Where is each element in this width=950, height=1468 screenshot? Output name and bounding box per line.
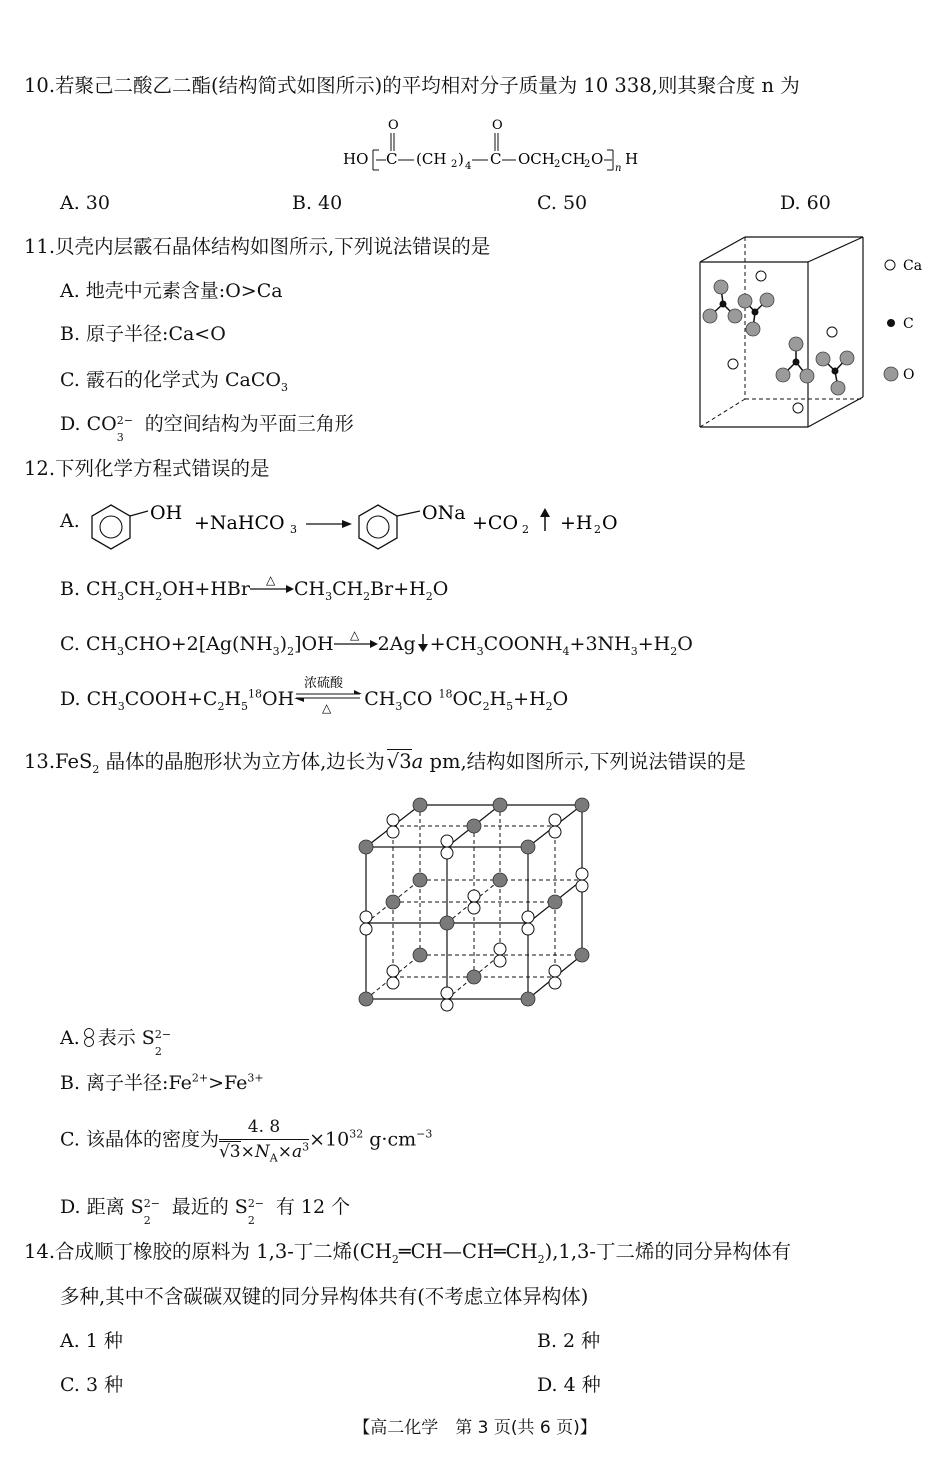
legend-c: C [903,316,914,332]
q13-b-text: B. 离子半径:Fe [60,1072,192,1094]
q14-l1-sub2: 2 [537,1252,545,1266]
q12-option-a-equation [86,493,646,551]
q12-d-h2o: +H [513,688,546,710]
q12-d-cooh: COOH+C [124,688,218,710]
q12-a-co2: +CO [472,512,519,534]
q12-c-s3: 2 [287,644,295,658]
q13-d-tail: 有 12 个 [269,1196,351,1218]
q12-d-heat: △ [322,701,332,715]
q12-d-reversible-arrow [294,676,364,716]
q12-d-s5: 2 [545,699,553,713]
q13-c-unit: g·cm [363,1128,417,1151]
q12-c-coonh: COONH [483,633,563,655]
q12-b-o: O [432,578,449,600]
q12-d-iso2: 18 [438,687,453,701]
q12-stem: 12.下列化学方程式错误的是 [24,457,270,480]
q12-c-s4: 3 [476,644,484,658]
q12-b-arrow [250,574,294,600]
q11-option-c[interactable] [60,369,288,392]
q12-d-h5b: H [489,688,507,710]
q14-stem-line1 [24,1240,792,1266]
q12-option-b[interactable] [60,574,449,603]
q10-option-c[interactable]: C. 50 [537,192,588,214]
fes2-unit-cell-diagram [350,790,600,1015]
q10-stem: 10.若聚己二酸乙二酯(结构简式如图所示)的平均相对分子质量为 10 338,则其聚合度 n 为 [24,74,800,97]
q12-c-h2o: +H [637,633,671,655]
q11-option-b[interactable]: B. 原子半径:Ca<O [60,323,226,345]
q12-c-heat: △ [349,629,359,642]
q13-d-text: D. 距离 S [60,1196,144,1218]
q12-c-oh: ]OH [294,633,334,655]
q12-d-co: CO [402,688,439,710]
q13-c-den-e: 3 [302,1140,310,1154]
formula-carbon-a: C [386,150,398,168]
q12-d-s4: 2 [482,699,490,713]
q12-a-oh: OH [150,502,183,524]
q11-option-c-sub: 3 [280,380,288,394]
formula-sub4: 4 [465,161,472,172]
q12-d-p1: CH [364,688,396,710]
q12-c-ag: 2Ag [377,633,416,655]
q12-c-cho: CHO+2[Ag(NH [124,633,273,655]
formula-sub2b: 2 [554,159,561,170]
q12-d-h5: H [224,688,242,710]
q14-stem-line2: 多种,其中不含碳碳双键的同分异构体共有(不考虑立体异构体) [60,1285,589,1308]
q12-c-o: O [677,633,693,655]
q14-l1-c: ),1,3-丁二烯的同分异构体有 [544,1240,792,1263]
q11-option-d-text: D. CO [60,413,117,435]
formula-carbon-b: C [490,150,502,168]
q14-l1-sub1: 2 [391,1252,399,1266]
q12-d-cond: 浓硫酸 [304,676,344,691]
q12-b-brh2o: Br+H [370,578,426,600]
q13-stem-b: 晶体的晶胞形状为立方体,边长为 [99,750,385,773]
page-footer: 【高二化学 第 3 页(共 6 页)】 [353,1418,597,1438]
q13-b-mid: >Fe [208,1072,248,1094]
q12-d-label: D. CH [60,688,118,710]
q12-d-oc: OC [452,688,483,710]
q12-d-oh: OH [262,688,295,710]
formula-o-b: O [492,118,503,133]
q12-d-s3: 3 [395,699,403,713]
q13-c-num: 4. 8 [219,1117,309,1140]
q13-c-exp: 32 [349,1127,364,1141]
q13-stem-sub: 2 [92,762,100,776]
q12-b-s1: 3 [117,589,125,603]
q10-structural-formula [340,114,670,176]
q13-stem-c: a [411,750,424,773]
formula-sub2: 2 [451,159,458,170]
q12-c-nh3: +3NH [569,633,631,655]
q12-a-h2sub: 2 [594,523,601,536]
q13-c-label: C. 该晶体的密度为 [60,1128,219,1151]
formula-ch2: (CH [416,150,447,168]
q13-d-mid: 最近的 S [165,1196,248,1218]
q12-a-sub3: 3 [290,523,297,536]
q12-option-d[interactable]: D. $CH_3COOH+C_2H_5^{18}OH$ 浓硫酸 △ $CH_3CO$ $^{18}OC_2H_5+H_2O$ [60,676,569,715]
q12-b-label: B. CH [60,578,118,600]
q12-c-s2: 3 [272,644,280,658]
q10-option-b[interactable]: B. 40 [292,192,343,214]
q12-c-arrow [334,629,378,655]
q10-option-d[interactable]: D. 60 [780,192,831,214]
q12-a-o: O [602,512,618,534]
q12-c-paren: ) [279,633,288,655]
q14-option-b[interactable]: B. 2 种 [537,1330,601,1352]
q12-a-water: +H [560,512,593,534]
q12-a-ona: ONa [422,502,466,524]
q13-c-tail: ×10 [309,1128,350,1151]
q12-d-s2: 2 [217,699,225,713]
q13-stem-d: pm,结构如图所示,下列说法错误的是 [423,750,746,773]
formula-tail-o: O [591,150,604,168]
formula-ho: HO [343,150,369,168]
q14-option-c[interactable]: C. 3 种 [60,1374,124,1396]
q13-a-label: A. [60,1027,80,1049]
q10-option-a[interactable]: A. 30 [60,192,110,214]
q12-option-c[interactable] [60,629,693,658]
q12-d-s1: 3 [117,699,125,713]
q11-option-a[interactable]: A. 地壳中元素含量:O>Ca [60,280,283,302]
q12-c-s1: 3 [117,644,125,658]
q12-c-down-arrow [418,632,432,652]
q11-option-d-tail: 的空间结构为平面三角形 [138,413,354,435]
q12-b-ch2br: CH [332,578,364,600]
aragonite-crystal-diagram [695,232,935,432]
q13-c-den-a: 3 [229,1142,241,1163]
q13-c-unit-exp: −3 [416,1127,433,1141]
q12-b-ohhbr: OH+HBr [162,578,250,600]
formula-tail-start: OCH [518,150,555,168]
q12-b-s5: 2 [425,589,433,603]
q13-stem-a: 13.FeS [24,750,93,773]
formula-h: H [625,150,639,168]
q13-option-d[interactable]: D. 距离 S 2− 2 最近的 S 2− 2 有 12 个 [60,1196,351,1227]
q12-b-ch2oh: CH [124,578,156,600]
q12-c-s6: 3 [630,644,638,658]
formula-n: n [615,163,622,174]
q13-b-sup2: 3+ [247,1071,264,1085]
q14-l1-b: ═CH—CH═CH [398,1240,538,1263]
q12-d-o: O [552,688,569,710]
q12-b-s3: 3 [325,589,333,603]
q13-b-sup1: 2+ [191,1071,209,1085]
formula-tail-mid: CH [561,150,586,168]
q12-b-s4: 2 [363,589,371,603]
q12-c-s5b: 4 [562,644,570,658]
q13-c-den: $√3\times N_A\times a^3$ [218,1140,310,1165]
q11-option-d[interactable]: D. CO 2− 3 的空间结构为平面三角形 [60,413,354,444]
q12-c-s7: 2 [670,644,678,658]
q12-b-heat: △ [265,574,276,587]
legend-ca: Ca [903,258,923,274]
q13-c-fraction [219,1117,309,1163]
formula-close-paren: ) [458,150,464,168]
q14-option-a[interactable]: A. 1 种 [60,1330,123,1352]
q12-c-label: C. CH [60,633,118,655]
q13-option-a[interactable]: A. 表示 S 2− 2 [60,1027,172,1058]
q11-stem: 11.贝壳内层霰石晶体结构如图所示,下列说法错误的是 [24,235,491,258]
q13-c-den-c: A [269,1151,278,1165]
q12-a-reactant: +NaHCO [194,512,285,534]
q13-c-den-d: ×a [277,1142,303,1163]
s2-dumbbell-icon [82,1027,96,1049]
q12-b-product: CH [293,578,326,600]
formula-sub2c: 2 [584,159,591,170]
q13-c-den-b: ×N [240,1142,270,1163]
formula-o-a: O [388,118,399,133]
q13-option-b[interactable] [60,1072,264,1095]
q13-a-tail: 表示 S [97,1027,155,1049]
q14-option-d[interactable]: D. 4 种 [537,1374,601,1396]
q13-stem-sqrt: 3 [399,750,412,773]
q12-option-a-label[interactable]: A. [60,510,80,532]
legend-o: O [903,367,915,383]
q12-b-s2: 2 [155,589,163,603]
q11-option-c-text: C. 霰石的化学式为 CaCO [60,369,281,391]
q12-d-iso: 18 [248,687,263,701]
q13-stem: 13.FeS$_2$ 晶体的晶胞形状为立方体,边长为 √3a pm,结构如图所示,下列说法错误的是 [24,750,746,776]
q14-l1-a: 14.合成顺丁橡胶的原料为 1,3-丁二烯(CH [24,1240,392,1263]
q12-a-sub2: 2 [522,523,529,536]
q13-option-c[interactable] [60,1117,432,1163]
q12-c-ch3: +CH [429,633,477,655]
